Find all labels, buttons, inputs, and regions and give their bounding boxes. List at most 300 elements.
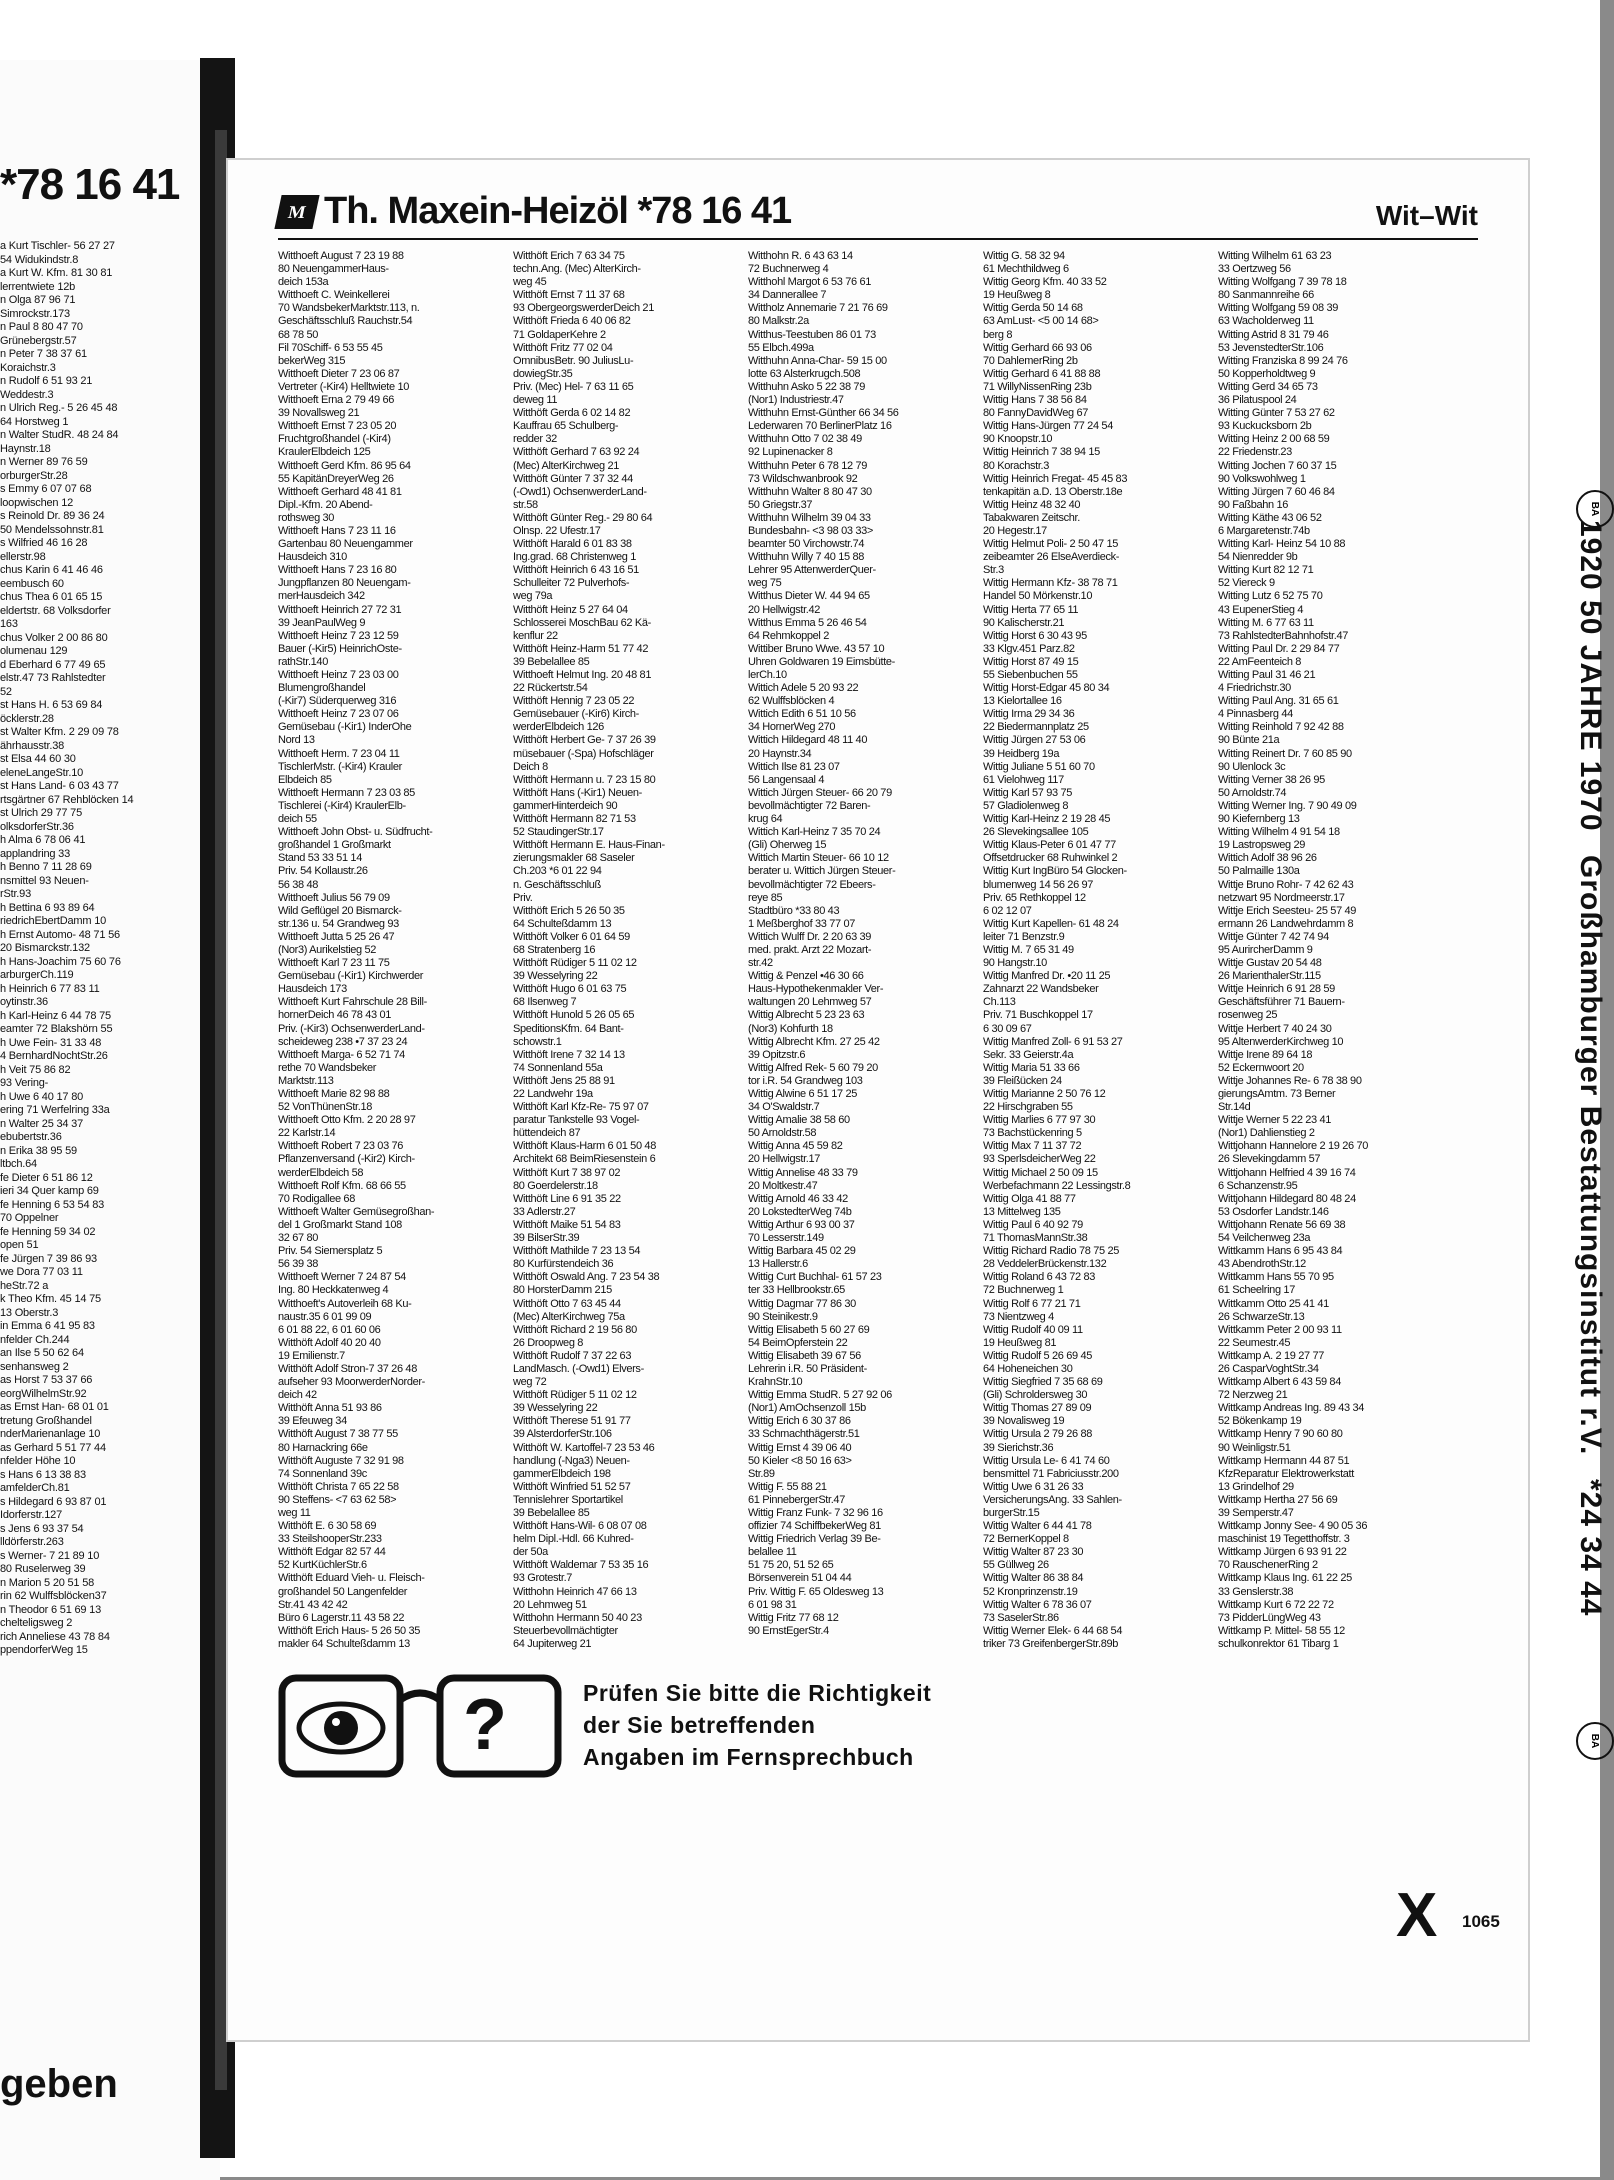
- listing-line: Wittig Horst-Edgar 45 80 34: [983, 682, 1110, 695]
- listing-line: Witthöft Herbert Ge- 7 37 26 39: [513, 734, 656, 747]
- listing-line: Lederwaren 70 BerlinerPlatz 16: [748, 420, 892, 433]
- listing-line: Wittig Gerda 50 14 68: [983, 302, 1083, 315]
- listing-line: 39 Heidberg 19a: [983, 747, 1060, 760]
- listing-line: Wittig Marlies 6 77 97 30: [983, 1114, 1096, 1127]
- previous-page-line: s Wilfried 46 16 28: [0, 537, 88, 549]
- previous-page-line: fe Henning 6 53 54 83: [0, 1198, 105, 1211]
- listing-line: Ch.113: [983, 996, 1016, 1009]
- listing-line: 39 Sierichstr.36: [983, 1441, 1054, 1454]
- listing-line: Witthuhn Otto 7 02 38 49: [748, 433, 862, 446]
- listing-line: Str.89: [748, 1467, 775, 1480]
- listing-line: 19 Heußweg 8: [983, 289, 1051, 302]
- listing-line: (Nor3) Aurikelstieg 52: [278, 943, 377, 956]
- listing-line: 39 Efeuweg 34: [278, 1415, 347, 1428]
- listing-line: 90 Steinikestr.9: [748, 1310, 818, 1323]
- listing-line: 51 75 20, 51 52 65: [748, 1559, 834, 1572]
- listing-column-2: [513, 250, 738, 1651]
- listing-line: Witthöft Eduard Vieh- u. Fleisch-: [278, 1572, 425, 1585]
- listing-line: Witting Wilhelm 61 63 23: [1218, 250, 1332, 262]
- listing-line: 33 SteilshooperStr.233: [278, 1533, 382, 1546]
- listing-line: Wittich Wulff Dr. 2 20 63 39: [748, 930, 872, 943]
- listing-line: 54 Nienredder 9b: [1218, 551, 1298, 564]
- previous-page-line: chus Karin 6 41 46 46: [0, 564, 103, 576]
- listing-line: 6 01 98 31: [748, 1598, 797, 1611]
- listing-line: 33 Klgv.451 Parz.82: [983, 642, 1075, 655]
- listing-line: 22 AmFeenteich 8: [1218, 655, 1302, 668]
- listing-line: Witthoeft Herm. 7 23 04 11: [278, 747, 400, 760]
- listing-line: Wittig Dagmar 77 86 30: [748, 1297, 856, 1310]
- listing-line: Wittig Marianne 2 50 76 12: [983, 1088, 1106, 1100]
- listing-line: 72 Nerzweg 21: [1218, 1389, 1288, 1402]
- listing-line: Wittje Herbert 7 40 24 30: [1218, 1022, 1332, 1035]
- listing-line: Witthoeft Heinz 7 23 07 06: [278, 708, 399, 721]
- listing-line: Wittig Roland 6 43 72 83: [983, 1271, 1096, 1284]
- listing-line: Witting Heinz 2 00 68 59: [1218, 433, 1330, 446]
- listing-line: Haus-Hypothekenmakler Ver-: [748, 983, 884, 996]
- listing-line: Witthöft Volker 6 01 64 59: [513, 930, 630, 943]
- listing-line: Witthöft Hunold 5 26 05 65: [513, 1009, 635, 1022]
- listing-line: 64 Jupiterweg 21: [513, 1637, 592, 1650]
- previous-page-line: rStr.93: [0, 888, 32, 900]
- listing-line: bevollmächtigter 72 Baren-: [748, 799, 871, 812]
- ad-phone: *24 34 44: [1574, 1478, 1607, 1616]
- listing-line: Pflanzenversand (-Kir2) Kirch-: [278, 1153, 415, 1166]
- listing-line: Witthuhn Anna-Char- 59 15 00: [748, 354, 887, 367]
- listing-line: 93 Kuckucksborn 2b: [1218, 420, 1312, 433]
- listing-line: Handel 50 Mörkenstr.10: [983, 590, 1093, 603]
- book-gutter-shadow: [215, 130, 227, 2090]
- previous-page-line: an Ilse 5 50 62 64: [0, 1347, 84, 1359]
- listing-line: Steuerbevollmächtigter: [513, 1624, 618, 1637]
- listing-line: Witting Käthe 43 06 52: [1218, 511, 1322, 524]
- listing-line: Witthoeft Jutta 5 25 26 47: [278, 930, 395, 943]
- header-rule: [278, 238, 1478, 240]
- listing-line: Str.14d: [1218, 1101, 1251, 1114]
- listing-line: Wittig Rolf 6 77 21 71: [983, 1297, 1081, 1310]
- listing-line: Bauer (-Kir5) HeinrichOste-: [278, 642, 402, 655]
- listing-line: 52 KurtKüchlerStr.6: [278, 1559, 367, 1572]
- previous-page-line: s Jens 6 93 37 54: [0, 1522, 84, 1535]
- listing-line: 26 SchwarzeStr.13: [1218, 1310, 1305, 1323]
- listing-line: Blumengroßhandel: [278, 682, 366, 695]
- listing-line: Wittje Werner 5 22 23 41: [1218, 1114, 1332, 1127]
- listing-line: 39 Novallsweg 21: [278, 407, 360, 420]
- listing-line: Wittig G. 58 32 94: [983, 250, 1065, 262]
- listing-line: 39 Semperstr.47: [1218, 1507, 1294, 1519]
- listing-line: Witthoeft Dieter 7 23 06 87: [278, 367, 400, 380]
- ba-emblem-icon: BA: [1576, 490, 1614, 528]
- listing-line: lotte 63 Alsterkrugch.508: [748, 367, 861, 380]
- listing-line: Wittich Ilse 81 23 07: [748, 760, 840, 773]
- listing-line: 80 HorsterDamm 215: [513, 1284, 612, 1297]
- previous-page-line: Simrockstr.173: [0, 307, 70, 320]
- listing-line: 4 Pinnasberg 44: [1218, 708, 1293, 721]
- listing-line: Wittich Adele 5 20 93 22: [748, 682, 859, 695]
- listing-line: Witthoeft Marie 82 98 88: [278, 1088, 390, 1100]
- previous-page-bottom-word: geben: [0, 2062, 118, 2106]
- listing-line: Wittkamm Peter 2 00 93 11: [1218, 1323, 1342, 1336]
- listing-line: 74 Sonnenland 55a: [513, 1061, 603, 1074]
- listing-line: paratur Tankstelle 93 Vogel-: [513, 1114, 640, 1127]
- listing-line: 92 Lupinenacker 8: [748, 446, 833, 459]
- listing-line: Witthöft Hennig 7 23 05 22: [513, 695, 635, 708]
- listing-line: Witthoeft Hermann 7 23 03 85: [278, 786, 415, 799]
- listing-line: Witthöft Hermann 82 71 53: [513, 813, 636, 826]
- x-mark: X: [1396, 1881, 1438, 1950]
- listing-line: Wittig Heinrich 7 38 94 15: [983, 446, 1100, 459]
- listing-line: Witthöft Line 6 91 35 22: [513, 1192, 621, 1205]
- listing-line: Wittig Georg Kfm. 40 33 52: [983, 276, 1107, 289]
- listing-line: (-Kir7) Süderquerweg 316: [278, 695, 397, 708]
- listing-line: schulkonrektor 61 Tibarg 1: [1218, 1637, 1339, 1650]
- listing-line: Witthöft Jens 25 88 91: [513, 1074, 615, 1087]
- previous-page-line: eleneLangeStr.10: [0, 766, 84, 779]
- listing-line: (Nor1) Industriestr.47: [748, 394, 844, 407]
- listing-line: 26 MarienthalerStr.115: [1218, 970, 1321, 983]
- footer-line-1: Prüfen Sie bitte die Richtigkeit: [583, 1680, 932, 1706]
- previous-page-line: h Ernst Automo- 48 71 56: [0, 928, 120, 941]
- listing-line: netzwart 95 Nordmeerstr.17: [1218, 891, 1345, 904]
- listing-line: Wittig Hermann Kfz- 38 78 71: [983, 577, 1118, 590]
- listing-line: 90 Knoopstr.10: [983, 433, 1053, 446]
- listing-line: 70 Lesserstr.149: [748, 1232, 824, 1245]
- listing-line: (-Owd1) OchsenwerderLand-: [513, 485, 647, 498]
- listing-line: TischlerMstr. (-Kir4) Krauler: [278, 760, 402, 773]
- previous-page-line: h Bettina 6 93 89 64: [0, 901, 95, 914]
- listing-line: Wittig Richard Radio 78 75 25: [983, 1245, 1119, 1258]
- listing-line: Tabakwaren Zeitschr.: [983, 511, 1080, 524]
- listing-line: 56 39 38: [278, 1258, 319, 1271]
- listing-line: 52 Kronprinzenstr.19: [983, 1585, 1078, 1598]
- listing-line: Witthöft Erich Haus- 5 26 50 35: [278, 1624, 421, 1637]
- listing-line: 80 NeuengammerHaus-: [278, 263, 389, 276]
- listing-line: 90 Bünte 21a: [1218, 734, 1280, 747]
- listing-line: Witting Wolfgang 59 08 39: [1218, 302, 1339, 315]
- listing-line: Wittig Franz Funk- 7 32 96 16: [748, 1507, 883, 1519]
- previous-page-line: eembusch 60: [0, 577, 64, 590]
- listing-line: 43 AbendrothStr.12: [1218, 1258, 1306, 1271]
- previous-page-line: amfelderCh.81: [0, 1482, 70, 1494]
- previous-page-line: d Eberhard 6 77 49 65: [0, 658, 106, 671]
- previous-page-line: applandring 33: [0, 847, 70, 860]
- listing-line: med. prakt. Arzt 22 Mozart-: [748, 943, 872, 956]
- listing-line: Witthohn R. 6 43 63 14: [748, 250, 853, 262]
- listing-line: müsebauer (-Spa) Hofschläger: [513, 747, 654, 760]
- listing-line: Wittig Kurt Kapellen- 61 48 24: [983, 917, 1119, 930]
- listing-line: helm Dipl.-Hdl. 66 Kuhred-: [513, 1533, 634, 1546]
- listing-line: 64 Schulteßdamm 13: [513, 917, 612, 930]
- listing-line: burgerStr.15: [983, 1507, 1040, 1519]
- previous-page-line: ellerstr.98: [0, 550, 46, 563]
- listing-line: OmnibusBetr. 90 JuliusLu-: [513, 354, 634, 367]
- listing-line: Witthöft Therese 51 91 77: [513, 1415, 631, 1428]
- previous-page-line: Idorferstr.127: [0, 1509, 63, 1521]
- listing-line: Wittig Emma StudR. 5 27 92 06: [748, 1389, 892, 1402]
- listing-line: del 1 Großmarkt Stand 108: [278, 1218, 402, 1231]
- listing-line: Witthöft August 7 38 77 55: [278, 1428, 398, 1441]
- listing-line: Witting Paul Ang. 31 65 61: [1218, 695, 1339, 708]
- listing-line: Witthöft Edgar 82 57 44: [278, 1546, 386, 1559]
- previous-page-line: fe Jürgen 7 39 86 93: [0, 1252, 97, 1265]
- listing-line: 73 Nientzweg 4: [983, 1310, 1054, 1323]
- listing-line: 33 Genslerstr.38: [1218, 1585, 1294, 1598]
- listing-line: Witting Astrid 8 31 79 46: [1218, 328, 1329, 341]
- listing-line: Witthus Emma 5 26 46 54: [748, 616, 867, 629]
- listing-line: Wittkamm Otto 25 41 41: [1218, 1297, 1329, 1310]
- listing-column-5: [1218, 250, 1443, 1651]
- listing-line: werderElbdeich 126: [513, 721, 604, 734]
- listing-line: schowstr.1: [513, 1035, 562, 1048]
- listing-line: Witthus Dieter W. 44 94 65: [748, 590, 870, 603]
- listing-line: Witthoeft Gerhard 48 41 81: [278, 485, 402, 498]
- listing-line: Witthöft W. Kartoffel-7 23 53 46: [513, 1441, 655, 1454]
- listing-line: großhandel 1 Großmarkt: [278, 839, 391, 852]
- previous-page-line: rin 62 Wulffsblöcken37: [0, 1590, 107, 1602]
- listing-line: Witthoeft Julius 56 79 09: [278, 891, 390, 904]
- listing-line: Bundesbahn- <3 98 03 33>: [748, 524, 873, 537]
- previous-page-line: st Ulrich 29 77 75: [0, 807, 82, 819]
- listing-line: Wittkamp Hertha 27 56 69: [1218, 1493, 1338, 1506]
- listing-line: 19 Heußweg 81: [983, 1336, 1057, 1349]
- previous-page-line: öcklerstr.28: [0, 712, 54, 725]
- listing-line: 90 Steffens- <7 63 62 58>: [278, 1493, 397, 1506]
- listing-line: Witthöft Rüdiger 5 11 02 12: [513, 1389, 637, 1402]
- listing-line: Witting Günter 7 53 27 62: [1218, 407, 1335, 420]
- listing-line: weg 79a: [513, 590, 553, 603]
- listing-line: 80 Goerdelerstr.18: [513, 1179, 598, 1192]
- listing-line: 68 Stratenberg 16: [513, 943, 596, 956]
- listing-line: Wittig Arthur 6 93 00 37: [748, 1218, 855, 1231]
- previous-page-line: st Elsa 44 60 30: [0, 753, 76, 765]
- listing-line: Witthöft Hugo 6 01 63 75: [513, 983, 627, 996]
- listing-line: Wittkamp Andreas Ing. 89 43 34: [1218, 1402, 1365, 1415]
- listing-line: Str.3: [983, 564, 1004, 577]
- listing-line: 19 Emilienstr.7: [278, 1349, 345, 1362]
- listing-line: Witthöft Günter 7 37 32 44: [513, 472, 633, 485]
- listing-line: Wittig Irma 29 34 36: [983, 708, 1075, 721]
- previous-page-line: 13 Oberstr.3: [0, 1306, 59, 1319]
- listing-line: 68 Ilsenweg 7: [513, 996, 577, 1009]
- listing-line: Geschäftsschluß Rauchstr.54: [278, 315, 413, 328]
- previous-page-line: Weddestr.3: [0, 388, 54, 401]
- listing-line: 20 Hegestr.17: [983, 524, 1047, 537]
- listing-line: der 50a: [513, 1546, 548, 1559]
- listing-line: 39 Bebelallee 85: [513, 655, 590, 668]
- listing-line: 80 Malkstr.2a: [748, 315, 809, 328]
- listing-line: 33 Oertzweg 56: [1218, 263, 1291, 276]
- listing-line: 6 Schanzenstr.95: [1218, 1179, 1298, 1192]
- previous-page-line: as Gerhard 5 51 77 44: [0, 1441, 106, 1454]
- listing-line: Witthoeft Erna 2 79 49 66: [278, 394, 394, 407]
- listing-line: Witting M. 6 77 63 11: [1218, 616, 1314, 629]
- listing-line: Witthoeft Heinz 7 23 03 00: [278, 669, 399, 681]
- previous-page-line: h Alma 6 78 06 41: [0, 834, 86, 846]
- listing-line: 34 HornerWeg 270: [748, 721, 836, 734]
- listing-line: Geschäftsführer 71 Bauern-: [1218, 996, 1345, 1009]
- listing-line: Börsenverein 51 04 44: [748, 1572, 852, 1585]
- previous-page-line: olksdorferStr.36: [0, 820, 74, 833]
- previous-page-line: arburgerCh.119: [0, 969, 74, 981]
- listing-line: 19 Lastropsweg 29: [1218, 839, 1306, 852]
- previous-page-line: 54 Widukindstr.8: [0, 253, 79, 266]
- listing-line: ermann 26 Landwehrdamm 8: [1218, 917, 1354, 930]
- listing-line: 73 Bachstückenring 5: [983, 1127, 1082, 1140]
- listing-line: 34 O'Swaldstr.7: [748, 1101, 820, 1114]
- listing-line: Wittich Hildegard 48 11 40: [748, 734, 868, 747]
- listing-line: Wittig Kurt IngBüro 54 Glocken-: [983, 865, 1127, 878]
- listing-line: (Mec) AlterKirchweg 75a: [513, 1310, 625, 1323]
- listing-line: Witthuhn Asko 5 22 38 79: [748, 380, 865, 393]
- listing-line: Gemüsebauer (-Kir6) Kirch-: [513, 708, 639, 721]
- listing-line: Nord 13: [278, 734, 315, 747]
- listing-line: 64 Hoheneichen 30: [983, 1362, 1073, 1375]
- listing-line: Witthöft Erich 7 63 34 75: [513, 250, 625, 262]
- listing-line: lerCh.10: [748, 669, 787, 681]
- previous-page-line: lldörferstr.263: [0, 1536, 64, 1548]
- listing-line: offizier 74 SchiffbekerWeg 81: [748, 1520, 881, 1533]
- listing-line: Wittig Karl-Heinz 2 19 28 45: [983, 813, 1111, 826]
- listing-line: Wittkamp A. 2 19 27 77: [1218, 1349, 1325, 1362]
- previous-page-line: 4 BernhardNochtStr.26: [0, 1050, 108, 1062]
- listing-line: 34 Dannerallee 7: [748, 289, 827, 302]
- previous-page-line: 93 Vering-: [0, 1077, 49, 1089]
- listing-line: Witthöft Günter Reg.- 29 80 64: [513, 511, 653, 524]
- listing-line: Ing. 80 Heckkatenweg 4: [278, 1284, 389, 1297]
- listing-line: Architekt 68 BeimRiesenstein 6: [513, 1153, 656, 1166]
- previous-page-line: in Emma 6 41 95 83: [0, 1320, 95, 1332]
- listing-line: Priv. (-Kir3) OchsenwerderLand-: [278, 1022, 425, 1035]
- listing-line: Lehrer 95 AttenwerderQuer-: [748, 564, 876, 577]
- listing-line: Witthohn Hermann 50 40 23: [513, 1611, 642, 1624]
- listing-line: Witthoeft Hans 7 23 11 16: [278, 524, 396, 537]
- listing-line: 50 Palmaille 130a: [1218, 865, 1300, 878]
- listing-line: 72 BernerKoppel 8: [983, 1533, 1069, 1546]
- listing-line: 26 CasparVoghtStr.34: [1218, 1362, 1319, 1375]
- listing-line: 33 Schmachthägerstr.51: [748, 1428, 860, 1441]
- listing-line: Wittig & Penzel •46 30 66: [748, 970, 864, 983]
- previous-page-line: nfelder Ch.244: [0, 1333, 70, 1346]
- listing-line: Witthoeft Robert 7 23 03 76: [278, 1140, 404, 1153]
- previous-page-line: n Peter 7 38 37 61: [0, 348, 87, 360]
- listing-line: (Gli) Oherweg 15: [748, 839, 827, 852]
- previous-page-line: st Walter Kfm. 2 29 09 78: [0, 726, 119, 738]
- listing-line: Wittkamp Jürgen 6 93 91 22: [1218, 1546, 1347, 1559]
- listing-line: 22 Rückertstr.54: [513, 682, 588, 695]
- listing-line: Witthöft Klaus-Harm 6 01 50 48: [513, 1140, 656, 1153]
- listing-line: Wittich Edith 6 51 10 56: [748, 708, 856, 721]
- page-range: Wit–Wit: [1375, 200, 1478, 231]
- listing-line: 13 Grindelhof 29: [1218, 1480, 1294, 1493]
- listing-line: weg 11: [278, 1507, 311, 1519]
- listing-line: Witthuhn Walter 8 80 47 30: [748, 485, 872, 498]
- listing-line: Zahnarzt 22 Wandsbeker: [983, 983, 1099, 996]
- listing-line: 50 Kieler <8 50 16 63>: [748, 1454, 852, 1467]
- listing-line: 54 BeimOpferstein 22: [748, 1336, 848, 1349]
- listing-line: Stadtbüro *33 80 43: [748, 904, 840, 917]
- listing-line: 53 Osdorfer Landstr.146: [1218, 1205, 1329, 1218]
- listing-line: Werbefachmann 22 Lessingstr.8: [983, 1179, 1131, 1192]
- listing-line: 43 EupenerStieg 4: [1218, 603, 1304, 616]
- previous-page-line: riedrichEbertDamm 10: [0, 915, 107, 927]
- listing-line: Witthöft Winfried 51 52 57: [513, 1480, 631, 1493]
- listing-line: Wittig Amalie 38 58 60: [748, 1114, 850, 1127]
- listing-line: Witthöft Frieda 6 40 06 82: [513, 315, 631, 328]
- listing-line: Witthoeft August 7 23 19 88: [278, 250, 404, 262]
- listing-line: 90 ErnstEgerStr.4: [748, 1624, 829, 1637]
- listing-line: Wild Geflügel 20 Bismarck-: [278, 904, 402, 917]
- listing-line: Witthöft Hermann u. 7 23 15 80: [513, 773, 656, 786]
- listing-line: Witthoeft Hans 7 23 16 80: [278, 564, 397, 577]
- listing-line: Wittig Rudolf 40 09 11: [983, 1323, 1083, 1336]
- listing-line: Witting Paul 31 46 21: [1218, 669, 1316, 681]
- listing-line: 52 Bökenkamp 19: [1218, 1415, 1302, 1428]
- heating-oil-logo-icon: M: [274, 195, 319, 229]
- listing-line: Witting Paul Dr. 2 29 84 77: [1218, 642, 1340, 655]
- listing-line: zeibeamter 26 ElseAverdieck-: [983, 551, 1120, 564]
- listing-line: Witthöft Hans (-Kir1) Neuen-: [513, 786, 642, 799]
- listing-line: (Nor1) AmOchsenzoll 15b: [748, 1402, 866, 1415]
- previous-page-line: nfelder Höhe 10: [0, 1455, 76, 1467]
- listing-line: 80 Korachstr.3: [983, 459, 1050, 472]
- listing-line: Witting Karl- Heinz 54 10 88: [1218, 538, 1346, 551]
- previous-page-line: 50 Mendelssohnstr.81: [0, 523, 104, 536]
- listing-line: Wittig Gerhard 66 93 06: [983, 341, 1092, 354]
- listing-line: 39 Bebelallee 85: [513, 1507, 590, 1519]
- listing-line: 39 JeanPaulWeg 9: [278, 616, 366, 629]
- listing-line: zierungsmakler 68 Saseler: [513, 852, 635, 865]
- listing-line: 22 Hirschgraben 55: [983, 1101, 1073, 1114]
- listing-line: 80 Harnackring 66e: [278, 1441, 368, 1454]
- listing-line: 93 ObergeorgswerderDeich 21: [513, 302, 654, 315]
- listing-line: Priv.: [513, 891, 533, 904]
- listing-line: Wittje Gustav 20 54 48: [1218, 957, 1322, 970]
- listing-line: aufseher 93 MoorwerderNorder-: [278, 1376, 425, 1389]
- listing-line: Gemüsebau (-Kir1) Kirchwerder: [278, 970, 424, 983]
- listing-line: 20 Moltkestr.47: [748, 1179, 818, 1192]
- listing-line: Witthoeft Karl 7 23 11 75: [278, 957, 390, 970]
- listing-line: Witthöft Auguste 7 32 91 98: [278, 1454, 404, 1467]
- listing-line: 20 Haynstr.34: [748, 747, 812, 760]
- listing-line: Wittig Uwe 6 31 26 33: [983, 1480, 1084, 1493]
- listing-line: 95 AltenwerderKirchweg 10: [1218, 1035, 1344, 1048]
- listing-line: Wittig Rudolf 5 26 69 45: [983, 1349, 1093, 1362]
- listing-line: Witting Jürgen 7 60 46 84: [1218, 485, 1335, 498]
- listing-line: Büro 6 Lagerstr.11 43 58 22: [278, 1611, 405, 1624]
- previous-page-line: n Werner 89 76 59: [0, 456, 88, 468]
- listing-line: Schulleiter 72 Pulverhofs-: [513, 577, 630, 590]
- previous-page-line: ieri 34 Quer kamp 69: [0, 1185, 99, 1197]
- previous-page-line: n Rudolf 6 51 93 21: [0, 375, 93, 387]
- listing-line: 63 AmLust- <5 00 14 68>: [983, 315, 1099, 328]
- listing-line: Wittjohann Renate 56 69 38: [1218, 1218, 1346, 1231]
- listing-line: Witthoeft Marga- 6 52 71 74: [278, 1048, 405, 1061]
- listing-line: Wittkamp Jonny See- 4 90 05 36: [1218, 1520, 1368, 1533]
- listing-line: Witthus-Teestuben 86 01 73: [748, 328, 876, 341]
- listing-line: 61 Vielohweg 117: [983, 773, 1064, 786]
- listing-line: 55 Siebenbuchen 55: [983, 669, 1078, 681]
- listing-line: Wittig Jürgen 27 53 06: [983, 734, 1086, 747]
- listing-line: 22 Biedermannplatz 25: [983, 721, 1089, 734]
- listing-line: 74 Sonnenland 39c: [278, 1467, 367, 1480]
- listing-line: Stand 53 33 51 14: [278, 852, 362, 865]
- listing-line: 4 Friedrichstr.30: [1218, 682, 1291, 695]
- ad-name: Großhamburger Bestattungsinstitut r.V.: [1574, 854, 1607, 1456]
- listing-line: Wittig Manfred Zoll- 6 91 53 27: [983, 1035, 1123, 1048]
- listing-line: weg 45: [513, 276, 547, 289]
- listing-line: naustr.35 6 01 99 09: [278, 1310, 372, 1323]
- listing-line: 53 JevenstedterStr.106: [1218, 341, 1324, 354]
- previous-page-line: elstr.47 73 Rahlstedter: [0, 672, 106, 684]
